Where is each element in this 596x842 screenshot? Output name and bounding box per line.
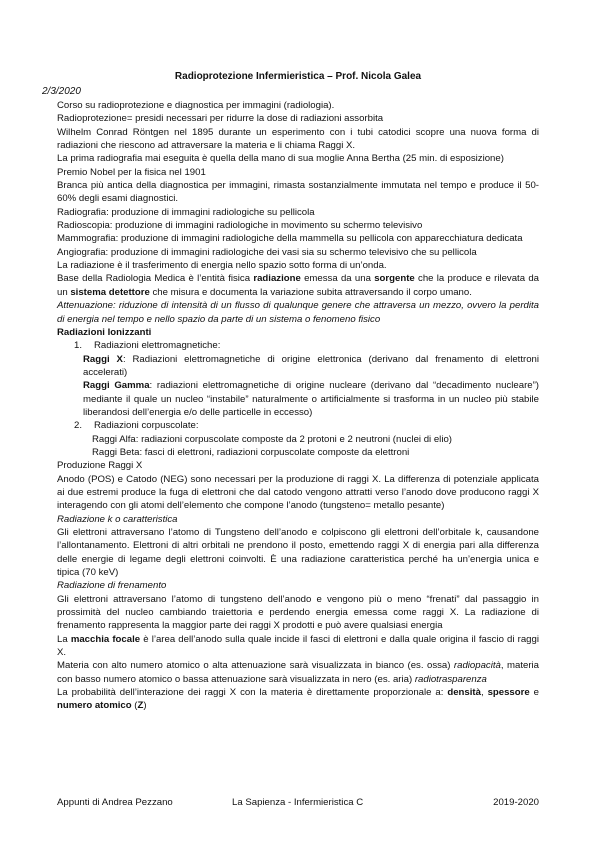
paragraph: Gli elettroni attraversano l’atomo di Tungsteno dell’anodo e colpiscono gli elettroni dell’orbitale k, causandone l’allontanamento. Elettroni di altri orbitali ne prendono il posto, emettendo raggi X di energia pari alla differenza delle energie di legame degli elettroni coinvolti. È una radiazione caratteristica perché ha un’energia unica e tipica (70 keV) <box>57 527 539 579</box>
text: La probabilità dell’interazione dei raggi X con la materia è direttamente proporzionale a: <box>57 687 448 699</box>
text: , materia con basso numero atomico o bassa attenuazione sarà visualizzata in nero (es. aria) <box>57 660 539 685</box>
paragraph <box>57 272 539 299</box>
term-sistema-detettore: sistema detettore <box>70 286 150 298</box>
text: che la produce e rilevata da un <box>57 273 540 298</box>
definition-attenuazione: Attenuazione: riduzione di intensità di un flusso di qualunque genere che attraversa un mezzo, ovvero la perdita di energia nel tempo e nello spazio da parte di un sistema o fenomeno fisico <box>57 300 539 325</box>
paragraph: Radiografia: produzione di immagini radiologiche su pellicola <box>57 206 315 218</box>
text: che misura e documenta la variazione subita attraversando il corpo umano. <box>149 286 472 298</box>
list-number: 2. <box>74 420 83 432</box>
paragraph: Radioscopia: produzione di immagini radiologiche in movimento su schermo televisivo <box>57 220 423 232</box>
footer-year: 2019-2020 <box>493 797 539 808</box>
paragraph <box>57 633 539 660</box>
list-text: Radiazioni elettromagnetiche: <box>94 340 221 352</box>
text: ) <box>143 700 147 712</box>
paragraph <box>57 686 539 713</box>
term-radiazione: radiazione <box>253 273 301 285</box>
term-radiotrasparenza: radiotrasparenza <box>414 673 487 685</box>
document-body <box>57 99 539 713</box>
lecture-date: 2/3/2020 <box>42 86 81 97</box>
term-sorgente: sorgente <box>374 273 415 285</box>
paragraph: Corso su radioprotezione e diagnostica per immagini (radiologia). <box>57 100 335 111</box>
text: Base della Radiologia Medica è l’entità fisica <box>57 273 254 285</box>
paragraph <box>57 659 539 686</box>
footer-institution: La Sapienza - Infermieristica C <box>232 797 364 808</box>
section-heading: Radiazioni Ionizzanti <box>57 326 152 338</box>
paragraph: La radiazione è il trasferimento di energia nello spazio sotto forma di un’onda. <box>57 260 387 272</box>
term-radiopacita: radiopacità <box>453 660 501 672</box>
text: : Radiazioni elettromagnetiche di origine elettronica (derivano dal frenamento di elettroni accelerati) <box>83 353 539 378</box>
sub-paragraph: Raggi Alfa: radiazioni corpuscolate composte da 2 protoni e 2 neutroni (nuclei di elio) <box>92 433 452 445</box>
paragraph: Radioprotezione= presidi necessari per ridurre la dose di radiazioni assorbita <box>57 113 384 125</box>
list-number: 1. <box>74 340 83 352</box>
paragraph: Produzione Raggi X <box>57 460 143 472</box>
text: : radiazioni elettromagnetiche di origine nucleare (derivano dal “decadimento nucleare”) mediante il quale un nucleo “instabile” naturalmente o artificialmente si trasforma in un nucleo più stabile liberandosi dell’energia e/o delle particelle in eccesso) <box>83 380 539 418</box>
term-densita: densità <box>447 687 481 699</box>
term-macchia-focale: macchia focale <box>70 633 141 645</box>
term-raggi-x: Raggi X <box>83 353 123 365</box>
term-spessore: spessore <box>487 687 530 699</box>
list-text: Radiazioni corpuscolate: <box>94 420 199 432</box>
text: , <box>480 687 488 699</box>
footer-author: Appunti di Andrea Pezzano <box>57 797 173 808</box>
term-raggi-gamma: Raggi Gamma <box>83 380 150 392</box>
sub-paragraph <box>57 353 539 380</box>
subheading: Radiazione k o caratteristica <box>57 513 178 525</box>
text: è l’area dell’anodo sulla quale incide il fasci di elettroni e dalla quale origina il fascio di raggi X. <box>57 633 539 659</box>
sub-paragraph <box>57 379 539 419</box>
list-item <box>57 339 539 352</box>
paragraph: Gli elettroni attraversano l’atomo di tungsteno dell’anodo e vengono più o meno “frenati” dal passaggio in prossimità del nucleo cambiando traiettoria e perdendo energia emessa come raggi X. La radiazione di frenamento rappresenta la maggior parte dei raggi X prodotti e può avere qualsiasi energia <box>57 593 539 632</box>
paragraph: Branca più antica della diagnostica per immagini, rimasta sostanzialmente immutata nel tempo e produce il 50-60% degli esami diagnostici. <box>57 180 539 205</box>
paragraph: Angiografia: produzione di immagini radiologiche dei vasi sia su schermo televisivo che su pellicola <box>57 246 477 258</box>
paragraph: Anodo (POS) e Catodo (NEG) sono necessari per la produzione di raggi X. La differenza di potenziale applicata ai due estremi produce la fuga di elettroni che dal catodo vengono attratti verso l’anodo dove producono raggi X interagendo con gli atomi dell’elemento che compone l’anodo (tungsteno= metallo pesante) <box>57 473 539 512</box>
text: La <box>57 633 71 645</box>
text: Materia con alto numero atomico o alta attenuazione sarà visualizzata in bianco (es. ossa) <box>57 660 454 672</box>
subheading: Radiazione di frenamento <box>57 580 167 592</box>
sub-paragraph: Raggi Beta: fasci di elettroni, radiazioni corpuscolate composte da elettroni <box>92 446 410 458</box>
text: ( <box>131 700 138 712</box>
paragraph: La prima radiografia mai eseguita è quella della mano di sua moglie Anna Bertha (25 min. di esposizione) <box>57 153 504 165</box>
text: e <box>529 687 539 699</box>
paragraph: Premio Nobel per la fisica nel 1901 <box>57 166 206 178</box>
text: emessa da una <box>300 273 375 285</box>
list-item <box>57 419 539 432</box>
term-numero-atomico: numero atomico <box>57 700 132 712</box>
term-z: Z <box>137 700 144 712</box>
document-title: Radioprotezione Infermieristica – Prof. Nicola Galea <box>174 71 422 82</box>
paragraph: Mammografia: produzione di immagini radiologiche della mammella su pellicola con apparecchiatura dedicata <box>57 233 523 245</box>
paragraph: Wilhelm Conrad Röntgen nel 1895 durante un esperimento con i tubi catodici scopre una nuova forma di radiazioni che riescono ad attraversare la materia e li chiama Raggi X. <box>57 126 539 152</box>
